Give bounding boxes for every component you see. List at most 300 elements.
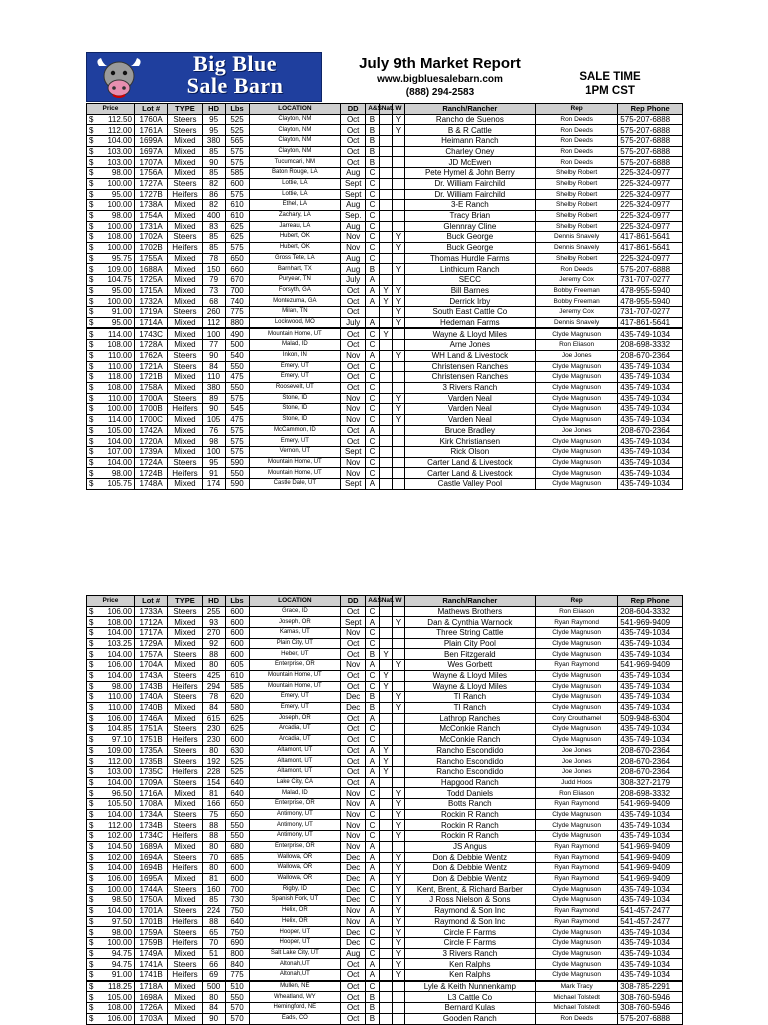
cell-rep: Joe Jones <box>535 745 617 756</box>
price-amount: 106.00 <box>107 606 132 616</box>
currency-symbol: $ <box>89 767 94 777</box>
cell-w <box>393 745 404 756</box>
cell-type: Heifers <box>168 242 202 253</box>
cell-lbs: 605 <box>225 660 249 671</box>
cell-as: C <box>366 457 380 468</box>
price-amount: 102.00 <box>107 852 132 862</box>
cell-rep: Ron Deeds <box>535 1013 617 1024</box>
cell-price <box>87 638 135 649</box>
cell-rep: Ryan Raymond <box>535 863 617 874</box>
sale-time-block <box>560 70 660 98</box>
cell-rep: Clyde Magnuson <box>535 436 617 447</box>
website-link[interactable]: www.bigbluesalebarn.com <box>377 74 503 85</box>
cell-w <box>393 436 404 447</box>
table-row <box>87 767 683 778</box>
cell-lot: 1700C <box>134 414 167 425</box>
cell-hd: 380 <box>202 136 225 147</box>
cell-lot: 1759A <box>134 927 167 938</box>
table-row <box>87 670 683 681</box>
currency-symbol: $ <box>89 1003 94 1013</box>
cell-nat <box>379 895 393 906</box>
cell-price <box>87 799 135 810</box>
cell-dd: Nov <box>341 242 366 253</box>
cell-hd: 88 <box>202 649 225 660</box>
cell-location: Mountain Home, UT <box>249 468 341 479</box>
cell-w: Y <box>393 702 404 713</box>
price-amount: 100.00 <box>107 221 132 231</box>
price-amount: 100.00 <box>107 884 132 894</box>
currency-symbol: $ <box>89 253 94 263</box>
cell-rep-phone: 541-969-9409 <box>618 863 683 874</box>
cell-dd: Nov <box>341 350 366 361</box>
cell-dd: Dec <box>341 938 366 949</box>
cell-dd: Oct <box>341 114 366 125</box>
cell-rep: Joe Jones <box>535 756 617 767</box>
cell-rancher: Dan & Cynthia Warnock <box>404 617 535 628</box>
cell-type: Heifers <box>168 189 202 200</box>
cell-rancher: McConkie Ranch <box>404 724 535 735</box>
cell-price <box>87 681 135 692</box>
cell-lbs: 600 <box>225 638 249 649</box>
cell-price <box>87 617 135 628</box>
cell-hd: 69 <box>202 970 225 981</box>
cell-rep: Clyde Magnuson <box>535 649 617 660</box>
cell-location: Plain City, UT <box>249 638 341 649</box>
cell-price <box>87 178 135 189</box>
cell-dd: Aug <box>341 253 366 264</box>
cell-hd: 380 <box>202 382 225 393</box>
cell-lot: 1689A <box>134 841 167 852</box>
cell-location: Vernon, UT <box>249 447 341 458</box>
currency-symbol: $ <box>89 372 94 382</box>
cell-as: C <box>366 884 380 895</box>
cell-lbs: 840 <box>225 959 249 970</box>
currency-symbol: $ <box>89 479 94 489</box>
cell-rep: Clyde Magnuson <box>535 372 617 383</box>
table-row <box>87 873 683 884</box>
cell-lot: 1726A <box>134 1003 167 1014</box>
cell-lbs: 575 <box>225 242 249 253</box>
cell-dd: Oct <box>341 724 366 735</box>
cell-w: Y <box>393 820 404 831</box>
price-amount: 97.10 <box>111 735 132 745</box>
cell-hd: 224 <box>202 905 225 916</box>
cell-as: C <box>366 189 380 200</box>
cell-as: A <box>366 970 380 981</box>
cell-w <box>393 382 404 393</box>
price-amount: 96.50 <box>111 788 132 798</box>
cell-lbs: 570 <box>225 1003 249 1014</box>
cell-rep: Clyde Magnuson <box>535 938 617 949</box>
cell-as: C <box>366 638 380 649</box>
col-header-rep-phone: Rep Phone <box>618 104 683 115</box>
cell-rancher: Bruce Bradley <box>404 425 535 436</box>
cell-price <box>87 959 135 970</box>
cell-as: A <box>366 863 380 874</box>
cell-rep-phone: 435-749-1034 <box>618 959 683 970</box>
table-row <box>87 638 683 649</box>
table-row <box>87 285 683 296</box>
cell-rep: Ron Eliason <box>535 606 617 617</box>
cell-lot: 1719A <box>134 307 167 318</box>
cell-location: Altamont, UT <box>249 756 341 767</box>
cell-hd: 78 <box>202 253 225 264</box>
cell-rep: Clyde Magnuson <box>535 393 617 404</box>
cell-location: Grace, ID <box>249 606 341 617</box>
cell-rancher: Dr. William Fairchild <box>404 178 535 189</box>
report-title-block <box>340 55 540 99</box>
cell-rep-phone: 435-749-1034 <box>618 884 683 895</box>
col-header-dd: DD <box>341 596 366 607</box>
table-row <box>87 296 683 307</box>
cell-rancher: Pete Hymel & John Berry <box>404 168 535 179</box>
cell-lbs: 550 <box>225 831 249 842</box>
cell-location: Kamas, UT <box>249 628 341 639</box>
cell-price <box>87 670 135 681</box>
cell-as: C <box>366 734 380 745</box>
cell-type: Steers <box>168 959 202 970</box>
cell-w <box>393 724 404 735</box>
currency-symbol: $ <box>89 114 94 124</box>
cell-rancher: Rockin R Ranch <box>404 831 535 842</box>
currency-symbol: $ <box>89 436 94 446</box>
table-header-row <box>87 596 683 607</box>
cell-type: Steers <box>168 670 202 681</box>
table-row <box>87 340 683 351</box>
cell-lot: 1698A <box>134 992 167 1003</box>
cell-hd: 192 <box>202 756 225 767</box>
cell-lbs: 690 <box>225 938 249 949</box>
cell-price <box>87 157 135 168</box>
cell-rep-phone: 509-948-6304 <box>618 713 683 724</box>
cell-as: B <box>366 125 380 136</box>
cell-rep: Cory Crouthamel <box>535 713 617 724</box>
cell-rep: Michael Tolstedt <box>535 992 617 1003</box>
cell-dd: Dec <box>341 927 366 938</box>
table-row <box>87 425 683 436</box>
cell-nat <box>379 841 393 852</box>
cell-rancher: Rockin R Ranch <box>404 809 535 820</box>
cell-rancher: Raymond & Son Inc <box>404 916 535 927</box>
cell-dd: Oct <box>341 328 366 339</box>
cell-location: Roosevelt, UT <box>249 382 341 393</box>
cell-rep: Bobby Freeman <box>535 296 617 307</box>
cell-lot: 1697A <box>134 146 167 157</box>
cell-as: A <box>366 713 380 724</box>
cell-rep: Ron Deeds <box>535 114 617 125</box>
cell-lot: 1721B <box>134 372 167 383</box>
cell-type: Mixed <box>168 168 202 179</box>
cell-lbs: 800 <box>225 948 249 959</box>
cell-rancher: JS Angus <box>404 841 535 852</box>
cell-dd: Oct <box>341 146 366 157</box>
cell-rancher: JD McEwen <box>404 157 535 168</box>
cell-rancher: 3 Rivers Ranch <box>404 948 535 959</box>
market-table-1 <box>86 103 683 490</box>
cell-type: Mixed <box>168 617 202 628</box>
cell-hd: 85 <box>202 146 225 157</box>
cell-hd: 90 <box>202 157 225 168</box>
cow-icon <box>93 56 145 100</box>
cell-w <box>393 200 404 211</box>
cell-lbs: 550 <box>225 992 249 1003</box>
cell-rep-phone: 435-749-1034 <box>618 382 683 393</box>
price-amount: 104.00 <box>107 671 132 681</box>
cell-location: Wallowa, OR <box>249 863 341 874</box>
table-row <box>87 221 683 232</box>
cell-lot: 1761A <box>134 125 167 136</box>
table-row <box>87 350 683 361</box>
cell-lot: 1695A <box>134 873 167 884</box>
cell-dd: Oct <box>341 670 366 681</box>
cell-price <box>87 350 135 361</box>
cell-hd: 70 <box>202 938 225 949</box>
cell-rep: Clyde Magnuson <box>535 468 617 479</box>
cell-rep: Ryan Raymond <box>535 905 617 916</box>
cell-lbs: 550 <box>225 820 249 831</box>
cell-nat <box>379 232 393 243</box>
currency-symbol: $ <box>89 660 94 670</box>
table-row <box>87 702 683 713</box>
cell-type: Mixed <box>168 628 202 639</box>
cell-dd: Aug <box>341 221 366 232</box>
table-row <box>87 992 683 1003</box>
cell-rep: Clyde Magnuson <box>535 895 617 906</box>
price-amount: 106.00 <box>107 713 132 723</box>
cell-hd: 89 <box>202 393 225 404</box>
cell-location: Emery, UT <box>249 702 341 713</box>
cell-nat: Y <box>379 296 393 307</box>
cell-as: C <box>366 361 380 372</box>
currency-symbol: $ <box>89 211 94 221</box>
cell-rep-phone: 435-749-1034 <box>618 404 683 415</box>
cell-nat <box>379 702 393 713</box>
cell-rep-phone: 435-749-1034 <box>618 895 683 906</box>
cell-type: Steers <box>168 745 202 756</box>
table-row <box>87 372 683 383</box>
cell-hd: 80 <box>202 841 225 852</box>
cell-location: Lottie, LA <box>249 178 341 189</box>
currency-symbol: $ <box>89 606 94 616</box>
cell-type: Heifers <box>168 916 202 927</box>
cell-location: Malad, ID <box>249 788 341 799</box>
currency-symbol: $ <box>89 468 94 478</box>
cell-type: Mixed <box>168 841 202 852</box>
cell-price <box>87 242 135 253</box>
cell-location: Stone, ID <box>249 414 341 425</box>
cell-price <box>87 296 135 307</box>
table-row <box>87 724 683 735</box>
cell-hd: 80 <box>202 863 225 874</box>
cell-nat <box>379 242 393 253</box>
cell-lbs: 750 <box>225 905 249 916</box>
cell-location: Enterprise, OR <box>249 841 341 852</box>
cell-lot: 1700B <box>134 404 167 415</box>
cell-as: A <box>366 767 380 778</box>
cell-location: Emery, UT <box>249 372 341 383</box>
cell-as: A <box>366 745 380 756</box>
cell-nat <box>379 617 393 628</box>
cell-rancher: Lyle & Keith Nunnenkamp <box>404 981 535 992</box>
cell-lbs: 600 <box>225 873 249 884</box>
cell-rancher: L3 Cattle Co <box>404 992 535 1003</box>
cell-price <box>87 692 135 703</box>
cell-rep: Shelby Robert <box>535 168 617 179</box>
col-header-price: Price <box>87 104 135 115</box>
cell-lot: 1734C <box>134 831 167 842</box>
price-amount: 100.00 <box>107 243 132 253</box>
cell-type: Steers <box>168 724 202 735</box>
cell-rep: Shelby Robert <box>535 210 617 221</box>
cell-rancher: Circle F Farms <box>404 927 535 938</box>
cell-rep-phone: 541-969-9409 <box>618 841 683 852</box>
cell-rep: Shelby Robert <box>535 189 617 200</box>
cell-rep: Clyde Magnuson <box>535 628 617 639</box>
currency-symbol: $ <box>89 735 94 745</box>
cell-w: Y <box>393 692 404 703</box>
cell-hd: 160 <box>202 884 225 895</box>
sale-time-label: SALE TIME <box>579 71 641 83</box>
cell-location: Eads, CO <box>249 1013 341 1024</box>
table-row <box>87 414 683 425</box>
cell-price <box>87 992 135 1003</box>
cell-type: Heifers <box>168 767 202 778</box>
cell-nat: Y <box>379 649 393 660</box>
cell-w: Y <box>393 809 404 820</box>
cell-hd: 85 <box>202 232 225 243</box>
cell-lot: 1735C <box>134 767 167 778</box>
cell-rep-phone: 435-749-1034 <box>618 649 683 660</box>
cell-hd: 95 <box>202 114 225 125</box>
cell-rep-phone: 435-749-1034 <box>618 927 683 938</box>
currency-symbol: $ <box>89 745 94 755</box>
cell-rancher: Bill Barnes <box>404 285 535 296</box>
currency-symbol: $ <box>89 895 94 905</box>
table-row <box>87 275 683 286</box>
cell-rep-phone: 541-457-2477 <box>618 905 683 916</box>
cell-type: Mixed <box>168 713 202 724</box>
cell-type: Steers <box>168 927 202 938</box>
cell-hd: 80 <box>202 745 225 756</box>
cell-w <box>393 638 404 649</box>
currency-symbol: $ <box>89 959 94 969</box>
cell-price <box>87 606 135 617</box>
cell-dd: Nov <box>341 820 366 831</box>
cell-rep: Clyde Magnuson <box>535 638 617 649</box>
cell-rep-phone: 435-749-1034 <box>618 702 683 713</box>
cell-w <box>393 372 404 383</box>
cell-lbs: 575 <box>225 393 249 404</box>
price-amount: 105.75 <box>107 479 132 489</box>
currency-symbol: $ <box>89 703 94 713</box>
cell-price <box>87 841 135 852</box>
cell-dd: Sept <box>341 447 366 458</box>
cell-nat <box>379 393 393 404</box>
cell-hd: 80 <box>202 660 225 671</box>
cell-hd: 51 <box>202 948 225 959</box>
cell-type: Steers <box>168 884 202 895</box>
price-amount: 110.00 <box>108 703 132 713</box>
currency-symbol: $ <box>89 638 94 648</box>
cell-lot: 1757A <box>134 649 167 660</box>
cell-rep: Bobby Freeman <box>535 285 617 296</box>
cell-hd: 500 <box>202 981 225 992</box>
cell-rancher: Buck George <box>404 242 535 253</box>
cell-hd: 88 <box>202 820 225 831</box>
price-amount: 118.25 <box>108 981 132 991</box>
cell-type: Steers <box>168 307 202 318</box>
cell-dd: Aug <box>341 168 366 179</box>
currency-symbol: $ <box>89 884 94 894</box>
price-amount: 95.00 <box>111 189 132 199</box>
cell-w: Y <box>393 617 404 628</box>
cell-w: Y <box>393 232 404 243</box>
cell-as: B <box>366 136 380 147</box>
table-row <box>87 863 683 874</box>
price-amount: 104.00 <box>107 809 132 819</box>
price-amount: 108.00 <box>107 232 132 242</box>
cell-rep-phone: 208-670-2364 <box>618 767 683 778</box>
cell-location: Mullen, NE <box>249 981 341 992</box>
cell-rep-phone: 208-670-2364 <box>618 425 683 436</box>
currency-symbol: $ <box>89 200 94 210</box>
currency-symbol: $ <box>89 285 94 295</box>
cell-rep-phone: 731-707-0277 <box>618 275 683 286</box>
cell-rancher: Carter Land & Livestock <box>404 468 535 479</box>
cell-rep: Jeremy Cox <box>535 307 617 318</box>
currency-symbol: $ <box>89 809 94 819</box>
cell-dd: Oct <box>341 756 366 767</box>
cell-lbs: 620 <box>225 692 249 703</box>
logo-text <box>147 53 323 97</box>
cell-type: Mixed <box>168 275 202 286</box>
cell-lbs: 625 <box>225 221 249 232</box>
cell-price <box>87 927 135 938</box>
cell-hd: 85 <box>202 242 225 253</box>
cell-hd: 95 <box>202 125 225 136</box>
cell-rep-phone: 308-327-2179 <box>618 777 683 788</box>
table-row <box>87 852 683 863</box>
cell-rep-phone: 575-207-6888 <box>618 1013 683 1024</box>
cell-lbs: 670 <box>225 275 249 286</box>
cell-rep-phone: 308-760-5946 <box>618 1003 683 1014</box>
cell-lot: 1739A <box>134 447 167 458</box>
cell-lbs: 600 <box>225 606 249 617</box>
cell-rancher: Rancho de Suenos <box>404 114 535 125</box>
cell-location: Lottie, LA <box>249 189 341 200</box>
cell-type: Heifers <box>168 681 202 692</box>
cell-dd: Dec <box>341 884 366 895</box>
cell-rancher: Botts Ranch <box>404 799 535 810</box>
currency-symbol: $ <box>89 168 94 178</box>
cell-lbs: 565 <box>225 136 249 147</box>
cell-rancher: Rancho Escondido <box>404 745 535 756</box>
cell-rancher: Tracy Brian <box>404 210 535 221</box>
cell-hd: 83 <box>202 221 225 232</box>
cell-rancher: Kirk Christiansen <box>404 436 535 447</box>
cell-location: Puryear, TN <box>249 275 341 286</box>
cell-rep: Ryan Raymond <box>535 852 617 863</box>
cell-lbs: 625 <box>225 232 249 243</box>
cell-hd: 100 <box>202 328 225 339</box>
col-header-rep: Rep <box>535 104 617 115</box>
cell-dd: Sep. <box>341 210 366 221</box>
col-header-type: TYPE <box>168 596 202 607</box>
table-row <box>87 959 683 970</box>
cell-lot: 1704A <box>134 660 167 671</box>
currency-symbol: $ <box>89 981 94 991</box>
cell-lbs: 550 <box>225 382 249 393</box>
